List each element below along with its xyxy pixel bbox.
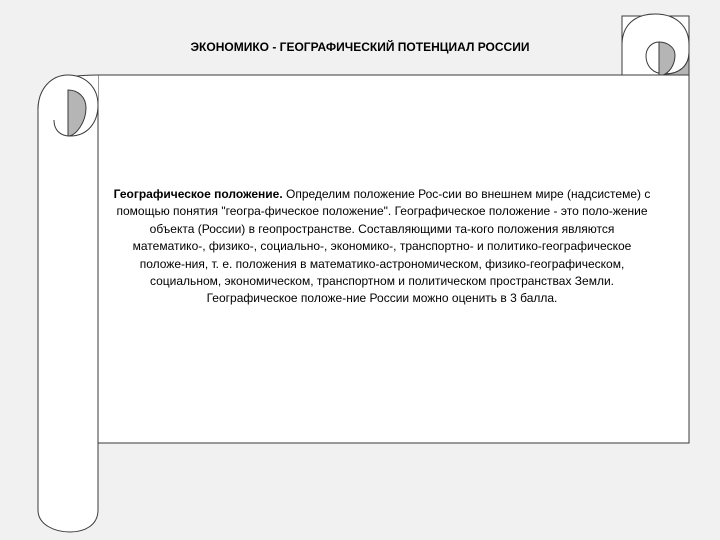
top-curl	[622, 14, 689, 75]
body-text: Определим положение Рос-сии во внешнем мире (надсистеме) с помощью понятия "геогра-фическое положение". Географическое положение - это поло-жение объекта (России) в геопространстве. Составляющими та-кого положения являются математико-, физико-, социально-, экономико-, транспортно- и политико-географическое положе-ния, т. е. положения в математико-астрономическом, физико-географическом, социальном, экономическом, транспортном и политическом пространствах Земли. Географическое положе-ние России можно оценить в 3 балла.	[116, 187, 651, 306]
body-paragraph	[112, 186, 652, 308]
lead-phrase: Географическое положение.	[113, 187, 283, 201]
left-roll	[38, 75, 98, 532]
slide-title: ЭКОНОМИКО - ГЕОГРАФИЧЕСКИЙ ПОТЕНЦИАЛ РОССИИ	[190, 40, 530, 54]
